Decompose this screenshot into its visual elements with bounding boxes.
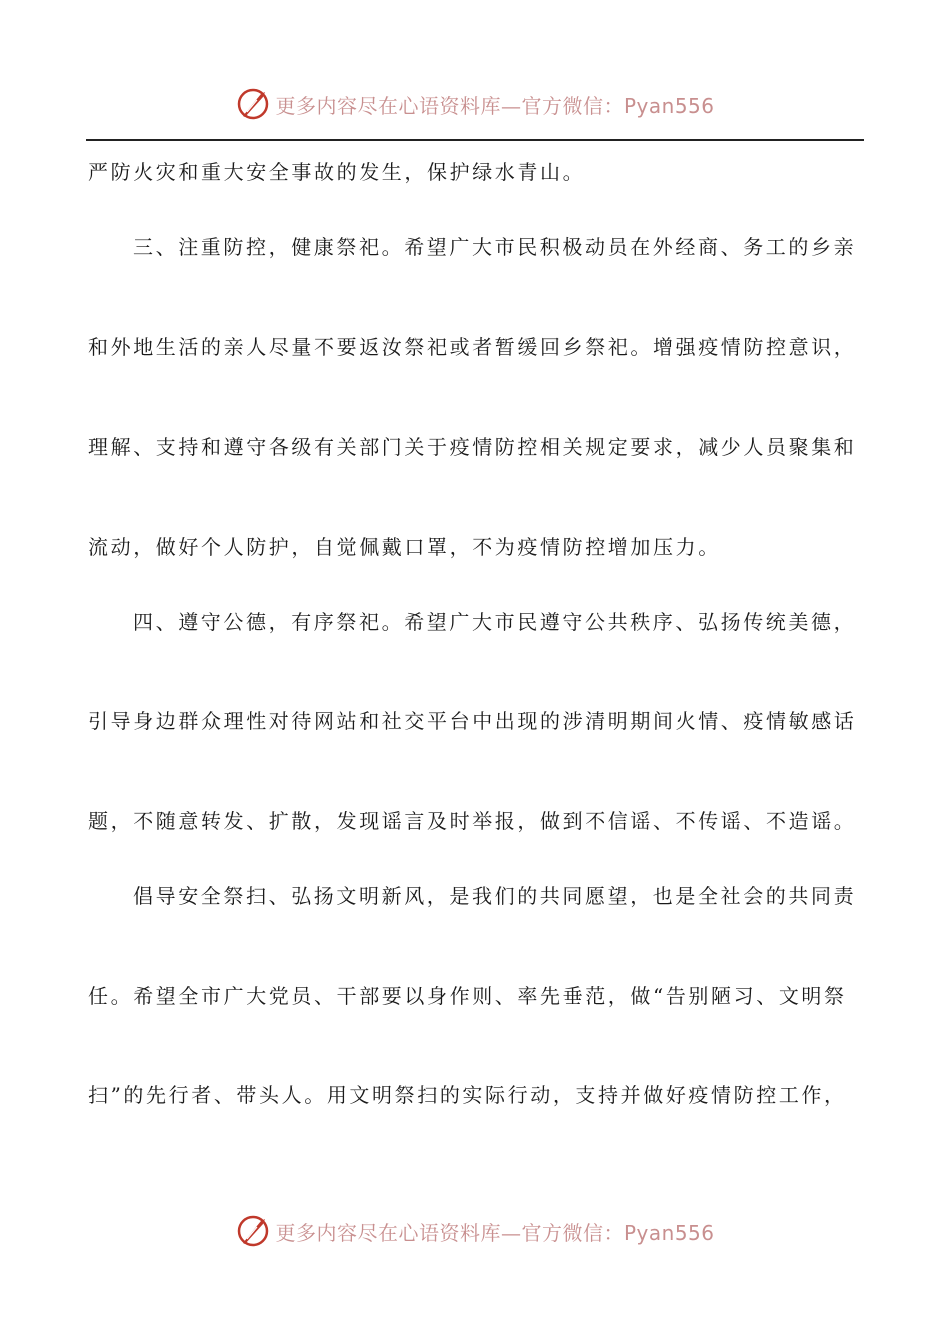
body-line: 倡导安全祭扫、弘扬文明新风，是我们的共同愿望，也是全社会的共同责 [133, 884, 857, 908]
body-line: 流动，做好个人防护，自觉佩戴口罩，不为疫情防控增加压力。 [88, 535, 721, 559]
body-line: 扫”的先行者、带头人。用文明祭扫的实际行动，支持并做好疫情防控工作， [88, 1083, 847, 1107]
body-line: 严防火灾和重大安全事故的发生，保护绿水青山。 [88, 160, 586, 184]
header-divider [86, 139, 864, 141]
header-banner-text: 更多内容尽在心语资料库—官方微信：Pyan556 [275, 93, 715, 118]
quill-logo-icon [235, 1213, 271, 1249]
body-line: 三、注重防控，健康祭祀。希望广大市民积极动员在外经商、务工的乡亲 [133, 235, 857, 259]
body-line: 理解、支持和遵守各级有关部门关于疫情防控相关规定要求，减少人员聚集和 [88, 435, 857, 459]
quill-logo-icon [235, 86, 271, 122]
body-line: 引导身边群众理性对待网站和社交平台中出现的涉清明期间火情、疫情敏感话 [88, 709, 857, 733]
header-banner [0, 84, 950, 124]
footer-wechat-id: Pyan556 [623, 1220, 715, 1245]
body-line: 题，不随意转发、扩散，发现谣言及时举报，做到不信谣、不传谣、不造谣。 [88, 809, 857, 833]
footer-banner-text: 更多内容尽在心语资料库—官方微信：Pyan556 [275, 1220, 715, 1245]
header-wechat-id: Pyan556 [623, 93, 715, 118]
body-line: 四、遵守公德，有序祭祀。希望广大市民遵守公共秩序、弘扬传统美德， [133, 610, 857, 634]
body-line: 任。希望全市广大党员、干部要以身作则、率先垂范，做“告别陋习、文明祭 [88, 984, 847, 1008]
footer-banner [0, 1211, 950, 1251]
body-line: 和外地生活的亲人尽量不要返汝祭祀或者暂缓回乡祭祀。增强疫情防控意识， [88, 335, 857, 359]
